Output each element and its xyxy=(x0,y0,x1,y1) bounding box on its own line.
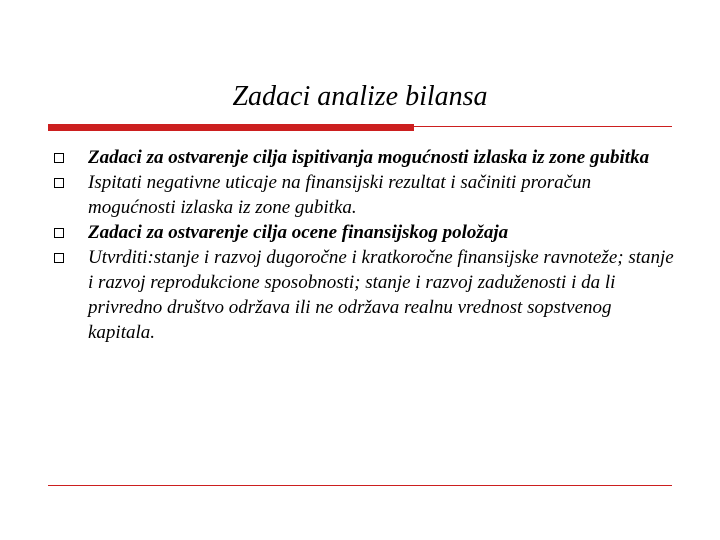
title-underline-thick xyxy=(48,124,414,131)
bullet-item-examine-negative-impacts xyxy=(48,170,678,220)
bullet-list xyxy=(48,145,678,345)
hollow-square-icon xyxy=(54,253,64,263)
footer-rule xyxy=(48,485,672,486)
hollow-square-icon xyxy=(54,153,64,163)
slide-title: Zadaci analize bilansa xyxy=(232,81,488,112)
hollow-square-icon xyxy=(54,228,64,238)
bullet-item-goal-financial-position xyxy=(48,220,678,245)
bullet-text: Zadaci za ostvarenje cilja ocene finansijskog položaja xyxy=(88,222,509,243)
hollow-square-icon xyxy=(54,178,64,188)
bullet-item-goal-loss-exit xyxy=(48,145,678,170)
bullet-text: Ispitati negativne uticaje na finansijski rezultat i sačiniti proračun mogućnosti izlaska iz zone gubitka. xyxy=(88,172,592,218)
bullet-text: Zadaci za ostvarenje cilja ispitivanja mogućnosti izlaska iz zone gubitka xyxy=(88,147,650,168)
bullet-item-determine-state xyxy=(48,245,678,345)
bullet-text: Utvrditi:stanje i razvoj dugoročne i kratkoročne finansijske ravnoteže; stanje i razvoj reprodukcione sposobnosti; stanje i razvoj zaduženosti i da li privredno društvo održava ili ne održava realnu vrednost sopstvenog kapitala. xyxy=(88,247,674,343)
